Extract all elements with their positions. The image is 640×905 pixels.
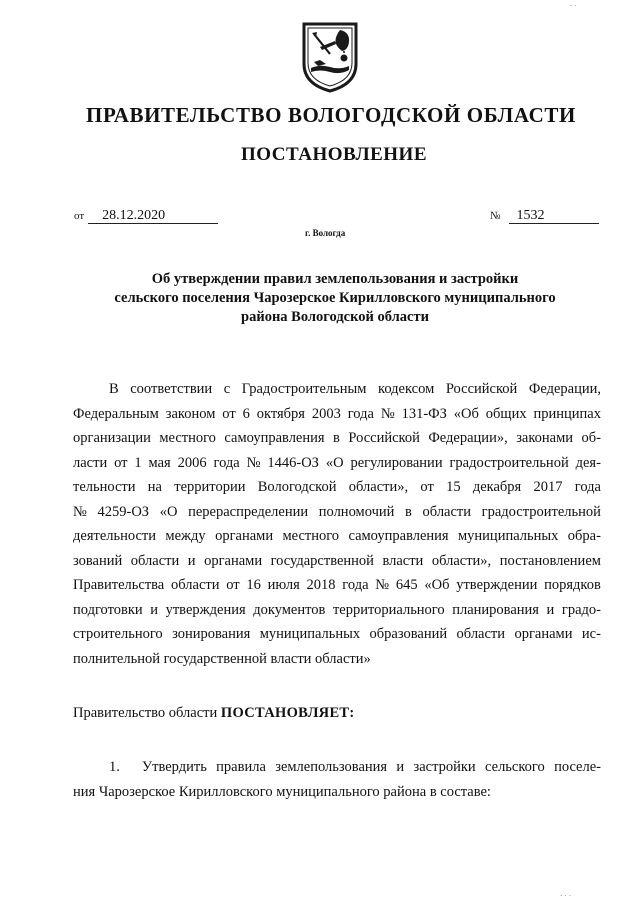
body-line <box>73 524 601 549</box>
word: Российской <box>348 430 420 446</box>
word: зований <box>73 552 123 569</box>
body-line <box>73 426 601 451</box>
word: от <box>226 577 240 593</box>
word: тельности <box>73 479 136 495</box>
word: года <box>574 479 601 495</box>
word: области <box>422 503 472 520</box>
item-text <box>142 755 601 780</box>
city: г. Вологда <box>305 228 346 238</box>
word: перераспределении <box>188 503 309 520</box>
word: органами <box>514 626 573 642</box>
document-subject <box>70 270 600 327</box>
date-field <box>74 208 218 224</box>
body-line: полнительной государственной власти области» <box>73 650 371 667</box>
word: планирования <box>452 601 539 618</box>
word: градостроительной <box>449 454 569 471</box>
word: правила <box>216 759 266 775</box>
word: и <box>546 601 555 618</box>
word: области <box>171 577 220 593</box>
word: местного <box>282 528 340 544</box>
word: Федерации, <box>528 381 601 397</box>
preamble-paragraph <box>73 377 601 671</box>
word: организации <box>73 430 151 446</box>
word: № <box>246 454 261 471</box>
word: 1 <box>134 454 142 471</box>
word: постановлением <box>499 552 601 569</box>
word: «О <box>159 503 178 520</box>
word: от <box>114 454 128 471</box>
word: сельского <box>485 759 545 775</box>
item-number: 1. <box>109 759 120 775</box>
vologda-coat-of-arms-icon <box>300 20 360 94</box>
body-line <box>73 573 601 598</box>
subject-line: сельского поселения Чарозерское Кирилловского муниципального <box>114 290 556 306</box>
word: 2017 <box>533 479 563 495</box>
government-title: ПРАВИТЕЛЬСТВО ВОЛОГОДСКОЙ ОБЛАСТИ <box>86 103 576 127</box>
word: законом <box>165 405 216 422</box>
word: и <box>187 552 196 569</box>
word: между <box>165 528 206 544</box>
word: территориального <box>332 601 445 618</box>
word: застройки <box>413 759 476 775</box>
number-value: 1532 <box>509 208 599 224</box>
subject-line: Об утверждении правил землепользования и застройки <box>151 271 519 287</box>
word: области <box>456 626 506 642</box>
word: документов <box>253 601 326 618</box>
word: полномочий <box>318 503 395 520</box>
word: поселе- <box>554 759 601 775</box>
item-line <box>73 755 601 780</box>
word: «Об <box>453 405 479 422</box>
word: № <box>375 577 390 593</box>
word: регулировании <box>350 454 443 471</box>
document-type: ПОСТАНОВЛЕНИЕ <box>240 144 428 165</box>
body-line <box>73 377 601 402</box>
word: градостроительной <box>481 503 601 520</box>
word: от <box>420 479 434 495</box>
word: декабря <box>472 479 522 495</box>
body-line <box>73 402 601 427</box>
word: территории <box>174 479 246 495</box>
item-line: ния Чарозерское Кирилловского муниципального района в составе: <box>73 784 491 800</box>
page-mark: · · <box>570 2 577 10</box>
number-prefix: № <box>490 210 501 222</box>
word: порядков <box>544 577 601 593</box>
word: ис- <box>581 626 601 642</box>
word: государственной <box>270 552 374 569</box>
word: года <box>342 577 369 593</box>
word: соответствии <box>130 381 213 397</box>
body-line <box>73 451 601 476</box>
word: самоуправления <box>224 430 325 446</box>
word: «О <box>325 454 344 471</box>
word: утверждении <box>456 577 538 593</box>
word: области», <box>348 479 409 495</box>
word: области <box>130 552 180 569</box>
word: 4259-ОЗ <box>97 503 150 520</box>
word: в <box>405 503 412 520</box>
word: самоуправления <box>348 528 449 544</box>
word: и <box>396 759 405 775</box>
word: на <box>147 479 162 495</box>
body-line <box>73 500 601 525</box>
word: градо- <box>561 601 601 618</box>
word: строительного <box>73 626 163 642</box>
word: № <box>73 503 87 520</box>
word: Федеральным <box>73 405 159 422</box>
word: подготовки <box>73 601 143 618</box>
word: власти <box>382 552 424 569</box>
word: об- <box>581 430 601 446</box>
word: № <box>380 405 395 422</box>
word: 645 <box>395 577 418 593</box>
word: 2003 <box>311 405 341 422</box>
subject-line: района Вологодской области <box>241 309 429 325</box>
word: мая <box>148 454 171 471</box>
word: органами <box>215 528 274 544</box>
word: землепользования <box>275 759 388 775</box>
word: законами <box>516 430 574 446</box>
page-mark: · · · <box>560 892 572 900</box>
word: с <box>223 381 231 397</box>
body-line <box>73 622 601 647</box>
word: Вологодской <box>257 479 337 495</box>
date-value: 28.12.2020 <box>88 208 218 224</box>
word: в <box>333 430 340 446</box>
word: от <box>222 405 236 422</box>
body-line <box>73 598 601 623</box>
word: принципах <box>533 405 601 422</box>
word: деятельности <box>73 528 157 544</box>
word: образований <box>369 626 448 642</box>
decree-line <box>73 703 355 723</box>
word: 1446-ОЗ <box>267 454 319 471</box>
word: Правительства <box>73 577 165 593</box>
word: 2006 <box>177 454 207 471</box>
word: Федерации», <box>428 430 508 446</box>
word: муниципальных <box>259 626 361 642</box>
word: 16 <box>246 577 261 593</box>
word: октября <box>256 405 305 422</box>
word: общих <box>485 405 527 422</box>
word: года <box>347 405 374 422</box>
word: Утвердить <box>141 759 207 775</box>
word: обра- <box>567 528 601 544</box>
word: ласти <box>73 454 108 471</box>
word: Градостроительным <box>241 381 367 397</box>
word: зонирования <box>172 626 251 642</box>
word: муниципальных <box>457 528 559 544</box>
word: кодексом <box>378 381 435 397</box>
decree-prefix: Правительство области <box>73 705 218 721</box>
word: и <box>150 601 159 618</box>
body-line <box>73 549 601 574</box>
word: 15 <box>446 479 461 495</box>
word: местного <box>159 430 216 446</box>
word: июля <box>267 577 300 593</box>
word: области», <box>431 552 492 569</box>
word: года <box>213 454 240 471</box>
list-item <box>73 755 601 805</box>
date-prefix: от <box>74 210 85 222</box>
decree-word: ПОСТАНОВЛЯЕТ: <box>220 705 355 721</box>
word: Российской <box>445 381 518 397</box>
body-line <box>73 475 601 500</box>
word: дея- <box>575 454 601 471</box>
word: органами <box>204 552 263 569</box>
word: утверждения <box>165 601 246 618</box>
word: 131-ФЗ <box>401 405 447 422</box>
word: В <box>109 381 119 397</box>
number-field <box>490 208 599 224</box>
word: 2018 <box>306 577 336 593</box>
word: 6 <box>242 405 250 422</box>
word: «Об <box>424 577 450 593</box>
